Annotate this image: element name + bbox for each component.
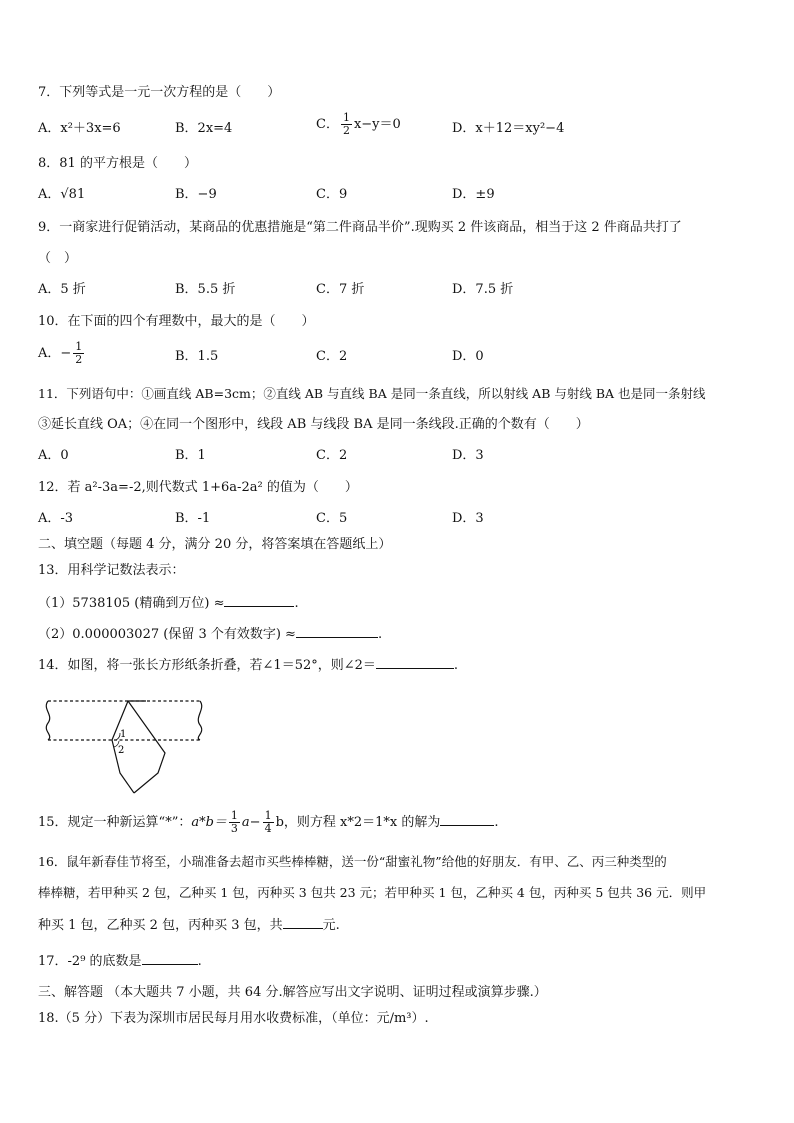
question-11-stem-2: ③延长直线 OA；④在同一个图形中，线段 AB 与线段 BA 是同一条线段.正确的个数有（ ） bbox=[38, 417, 589, 432]
fraction-numerator: 1 bbox=[264, 809, 272, 822]
q9-option-d: D．7.5 折 bbox=[452, 282, 514, 297]
section-2-heading: 二、填空题（每题 4 分，满分 20 分，将答案填在答题纸上） bbox=[38, 537, 392, 552]
question-8-stem: 8．81 的平方根是（ ） bbox=[38, 156, 197, 171]
section-3-heading: 三、解答题 （本大题共 7 小题，共 64 分.解答应写出文字说明、证明过程或演算步骤.） bbox=[38, 985, 547, 1000]
answer-blank[interactable] bbox=[296, 625, 378, 638]
fraction-numerator: 1 bbox=[342, 111, 350, 124]
question-12-stem: 12．若 a²-3a=-2,则代数式 1+6a-2a² 的值为（ ） bbox=[38, 480, 358, 495]
question-9-stem: 9．一商家进行促销活动，某商品的优惠措施是“第二件商品半价”.现购买 2 件该商品，相当于这 2 件商品共打了 bbox=[38, 220, 682, 235]
q7-option-a: A．x²＋3x=6 bbox=[38, 121, 121, 136]
question-10-stem: 10．在下面的四个有理数中，最大的是（ ） bbox=[38, 314, 315, 329]
q7-option-b: B．2x=4 bbox=[175, 121, 233, 136]
q17-stem-text: 17．-2⁹ 的底数是 bbox=[38, 954, 142, 969]
fraction-numerator: 1 bbox=[75, 340, 83, 353]
q14-stem-text: 14．如图，将一张长方形纸条折叠，若∠1＝52°，则∠2＝ bbox=[38, 658, 376, 673]
fraction-denominator: 2 bbox=[75, 353, 83, 366]
q12-option-c: C．5 bbox=[316, 511, 348, 526]
question-16-line-3 bbox=[38, 916, 340, 935]
q7-option-c-prefix: C． bbox=[316, 117, 339, 132]
fraction-denominator: 2 bbox=[342, 124, 350, 137]
q17-end: . bbox=[197, 954, 202, 969]
q9-option-a: A．5 折 bbox=[38, 282, 86, 297]
angle-2-label: 2 bbox=[118, 745, 125, 756]
q7-option-c bbox=[316, 112, 401, 137]
question-7-stem: 7．下列等式是一元一次方程的是（ ） bbox=[38, 85, 281, 100]
question-15-stem bbox=[38, 810, 499, 835]
q10-option-a-prefix: A．− bbox=[38, 346, 72, 361]
q13-part-2-end: . bbox=[377, 627, 383, 642]
q11-option-b: B．1 bbox=[175, 448, 206, 463]
q15-suffix: b，则方程 x*2＝1*x 的解为 bbox=[275, 815, 441, 830]
question-14-stem bbox=[38, 656, 458, 675]
q12-option-a: A．-3 bbox=[38, 511, 74, 526]
q15-end: . bbox=[494, 815, 499, 830]
q16-line-3-text: 种买 1 包，乙种买 2 包，丙种买 3 包，共 bbox=[38, 918, 283, 933]
q11-option-d: D．3 bbox=[452, 448, 484, 463]
question-13-part-1 bbox=[38, 594, 299, 613]
q11-option-c: C．2 bbox=[316, 448, 348, 463]
q12-option-d: D．3 bbox=[452, 511, 484, 526]
q15-expression: a*b＝ bbox=[191, 815, 227, 830]
q15-fraction-1 bbox=[229, 810, 240, 835]
question-18-stem: 18.（5 分）下表为深圳市居民每月用水收费标准，（单位：元/m³）. bbox=[38, 1011, 429, 1026]
q11-option-a: A．0 bbox=[38, 448, 69, 463]
question-16-line-1: 16．鼠年新春佳节将至，小瑞准备去超市买些棒棒糖，送一份“甜蜜礼物”给他的好朋友．有甲、乙、丙三种类型的 bbox=[38, 854, 667, 869]
question-11-stem: 11．下列语句中：①画直线 AB=3cm；②直线 AB 与直线 BA 是同一条直线，所以射线 AB 与射线 BA 也是同一条射线 bbox=[38, 386, 706, 401]
answer-blank[interactable] bbox=[142, 952, 198, 965]
q10-option-c: C．2 bbox=[316, 349, 348, 364]
q13-part-1-text: （1）5738105 (精确到万位) ≈ bbox=[38, 596, 225, 611]
answer-blank[interactable] bbox=[224, 594, 294, 607]
q7-option-c-suffix: x−y＝0 bbox=[353, 117, 401, 132]
q10-option-a bbox=[38, 341, 86, 366]
q16-line-3-end: 元. bbox=[322, 918, 340, 933]
angle-1-label: 1 bbox=[120, 729, 127, 740]
answer-blank[interactable] bbox=[376, 656, 454, 669]
q15-prefix: 15．规定一种新运算“*”： bbox=[38, 815, 192, 830]
q13-part-1-end: . bbox=[294, 596, 299, 611]
q10-option-b: B．1.5 bbox=[175, 349, 219, 364]
q8-option-d: D．±9 bbox=[452, 187, 495, 202]
q14-stem-end: . bbox=[453, 658, 459, 673]
q10-option-d: D．0 bbox=[452, 349, 484, 364]
q13-part-2-text: （2）0.000003027 (保留 3 个有效数字) ≈ bbox=[38, 627, 296, 642]
answer-blank[interactable] bbox=[283, 916, 323, 929]
q8-option-c: C．9 bbox=[316, 187, 348, 202]
folded-strip-figure bbox=[40, 693, 210, 798]
question-13-part-2 bbox=[38, 625, 382, 644]
q8-option-a: A．√81 bbox=[38, 187, 86, 202]
q12-option-b: B．-1 bbox=[175, 511, 211, 526]
q10-option-a-fraction bbox=[73, 341, 84, 366]
answer-blank[interactable] bbox=[440, 813, 494, 826]
q15-middle: a− bbox=[241, 815, 261, 830]
fraction-denominator: 3 bbox=[230, 822, 238, 835]
fraction-denominator: 4 bbox=[264, 822, 272, 835]
q7-option-d: D．x＋12＝xy²−4 bbox=[452, 121, 565, 136]
q7-option-c-fraction bbox=[341, 112, 352, 137]
fraction-numerator: 1 bbox=[230, 809, 238, 822]
question-13-stem: 13．用科学记数法表示： bbox=[38, 563, 185, 578]
q9-option-b: B．5.5 折 bbox=[175, 282, 236, 297]
q15-fraction-2 bbox=[263, 810, 274, 835]
q8-option-b: B．−9 bbox=[175, 187, 217, 202]
question-16-line-2: 棒棒糖，若甲种买 2 包，乙种买 1 包，丙种买 3 包共 23 元；若甲种买 1 包，乙种买 4 包，丙种买 5 包共 36 元．则甲 bbox=[38, 885, 707, 900]
question-9-stem-2: （ ） bbox=[38, 251, 78, 266]
question-17-stem bbox=[38, 952, 202, 971]
q9-option-c: C．7 折 bbox=[316, 282, 365, 297]
